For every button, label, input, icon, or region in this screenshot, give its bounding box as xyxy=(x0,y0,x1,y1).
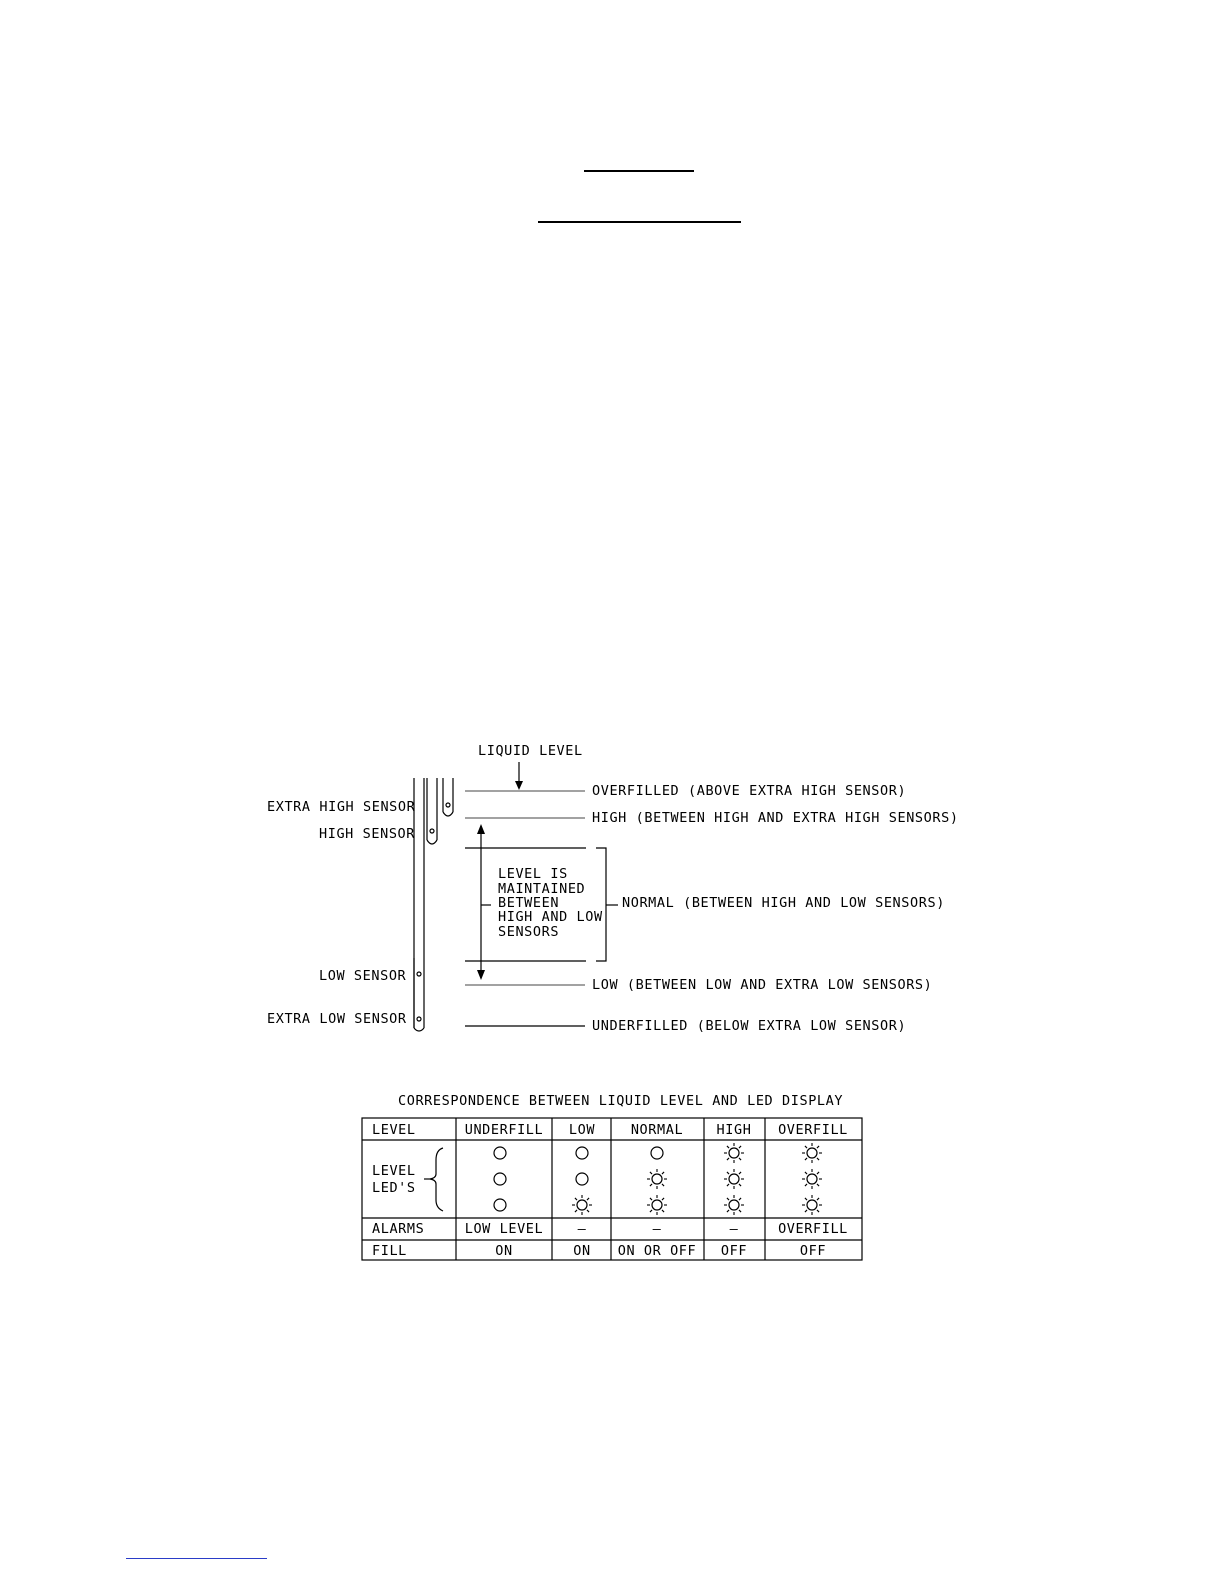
extra-low-sensor-label: EXTRA LOW SENSOR xyxy=(267,1011,407,1027)
underfilled-level-label: UNDERFILLED (BELOW EXTRA LOW SENSOR) xyxy=(592,1018,907,1034)
led-on-icon xyxy=(724,1169,744,1189)
led-off-icon xyxy=(651,1147,663,1159)
led-on-icon xyxy=(647,1169,667,1189)
alarms-label: ALARMS xyxy=(372,1221,425,1237)
led-on-icon xyxy=(802,1143,822,1163)
svg-text:MAINTAINED: MAINTAINED xyxy=(498,881,586,897)
high-sensor-dot xyxy=(430,829,434,833)
svg-text:SENSORS: SENSORS xyxy=(498,924,560,940)
fill-overfill: OFF xyxy=(799,1243,827,1259)
table-header-overfill: OVERFILL xyxy=(778,1122,848,1138)
led-label-line2: LED'S xyxy=(372,1180,416,1196)
footnote-rule xyxy=(126,1558,267,1559)
extra-high-sensor-label: EXTRA HIGH SENSOR xyxy=(267,799,416,815)
liquid-level-label: LIQUID LEVEL xyxy=(478,743,583,759)
led-off-icon xyxy=(576,1147,588,1159)
fill-low: ON xyxy=(573,1243,591,1259)
maintained-note xyxy=(498,866,603,940)
normal-level-label: NORMAL (BETWEEN HIGH AND LOW SENSORS) xyxy=(622,895,945,911)
alarm-low: — xyxy=(577,1221,587,1237)
led-on-icon xyxy=(647,1195,667,1215)
led-off-icon xyxy=(576,1173,588,1185)
led-off-icon xyxy=(494,1147,506,1159)
led-brace xyxy=(430,1148,443,1211)
overfilled-level-label: OVERFILLED (ABOVE EXTRA HIGH SENSOR) xyxy=(592,783,907,799)
fill-label: FILL xyxy=(372,1243,407,1259)
table-header-normal: NORMAL xyxy=(630,1122,684,1138)
led-on-icon xyxy=(724,1143,744,1163)
alarm-overfill: OVERFILL xyxy=(778,1221,848,1237)
svg-text:BETWEEN: BETWEEN xyxy=(498,895,560,911)
low-sensor-label: LOW SENSOR xyxy=(319,968,407,984)
led-on-icon xyxy=(802,1169,822,1189)
table-header-high: HIGH xyxy=(716,1122,752,1138)
extra-low-sensor-dot xyxy=(417,1017,421,1021)
alarm-underfill: LOW LEVEL xyxy=(464,1221,544,1237)
led-off-icon xyxy=(494,1173,506,1185)
table-header-low: LOW xyxy=(568,1122,596,1138)
liquid-level-arrowhead xyxy=(515,781,523,790)
alarm-high: — xyxy=(729,1221,739,1237)
table-header-underfill: UNDERFILL xyxy=(464,1122,544,1138)
svg-text:LEVEL IS: LEVEL IS xyxy=(498,866,568,882)
fill-normal: ON OR OFF xyxy=(617,1243,697,1259)
fill-underfill: ON xyxy=(495,1243,513,1259)
low-sensor-dot xyxy=(417,972,421,976)
table-title: CORRESPONDENCE BETWEEN LIQUID LEVEL AND LED DISPLAY xyxy=(398,1093,844,1109)
high-sensor-label: HIGH SENSOR xyxy=(319,826,416,842)
fill-high: OFF xyxy=(720,1243,748,1259)
led-off-icon xyxy=(494,1199,506,1211)
table-header-level: LEVEL xyxy=(372,1122,416,1138)
extra-high-sensor-dot xyxy=(446,803,450,807)
led-on-icon xyxy=(802,1195,822,1215)
correspondence-table-grid xyxy=(362,1118,862,1260)
alarm-normal: — xyxy=(652,1221,662,1237)
led-on-icon xyxy=(572,1195,592,1215)
sensor-probes xyxy=(414,778,453,1031)
led-grid xyxy=(494,1143,822,1215)
led-label-line1: LEVEL xyxy=(372,1163,416,1179)
led-on-icon xyxy=(724,1195,744,1215)
high-level-label: HIGH (BETWEEN HIGH AND EXTRA HIGH SENSORS) xyxy=(592,810,959,826)
low-level-label: LOW (BETWEEN LOW AND EXTRA LOW SENSORS) xyxy=(592,977,933,993)
svg-text:HIGH AND LOW: HIGH AND LOW xyxy=(498,909,603,925)
